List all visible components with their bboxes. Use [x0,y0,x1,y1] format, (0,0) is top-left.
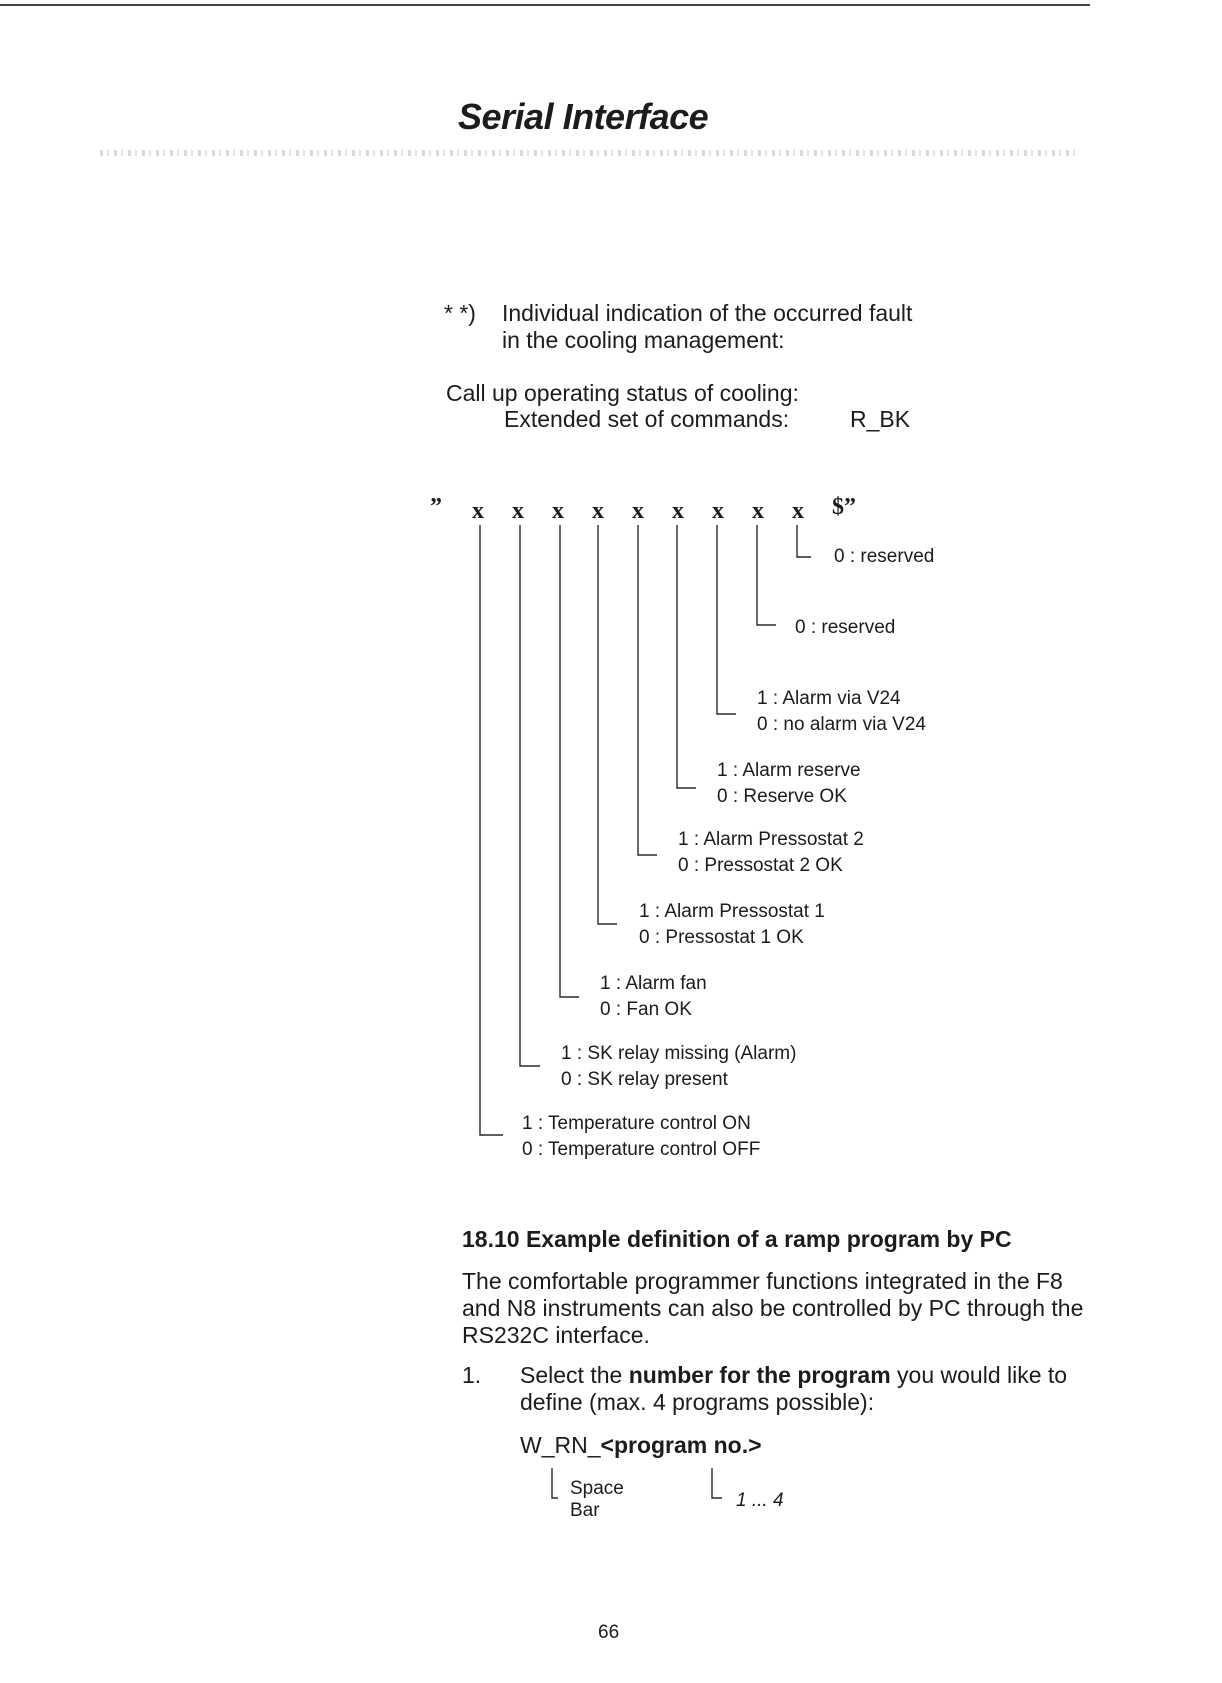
bit-desc-line: 1 : SK relay missing (Alarm) [561,1043,797,1064]
space-label-2: Bar [570,1500,600,1521]
bit-desc-line: 1 : Temperature control ON [522,1113,751,1134]
section-heading: 18.10 Example definition of a ramp program by PC [462,1226,1012,1252]
extended-commands-label: Extended set of commands: [504,406,790,432]
connector-bit-9 [797,525,811,557]
program-command [520,1432,762,1459]
bit-desc-line: 0 : Pressostat 1 OK [639,927,804,948]
step-text-post: you would like to define (max. 4 programs possible): [520,1362,1068,1415]
page-number: 66 [598,1622,620,1643]
connector-bit-1 [480,525,503,1135]
range-label: 1 ... 4 [736,1490,784,1511]
bracket-space [552,1468,558,1498]
bit-desc-line: 0 : SK relay present [561,1069,728,1090]
step-text [520,1362,1110,1416]
bit-desc-line: 0 : reserved [834,546,935,567]
bit-char: x [632,498,644,524]
bit-char: x [472,498,484,524]
bit-desc-line: 0 : Reserve OK [717,786,847,807]
call-up-line: Call up operating status of cooling: [446,380,799,406]
bit-char: x [712,498,724,524]
terminator: $” [832,494,856,520]
bit-desc-line: 1 : Alarm via V24 [757,688,901,709]
bit-desc-line: 0 : Temperature control OFF [522,1139,761,1160]
bit-char: x [512,498,524,524]
command-code: R_BK [850,406,911,432]
bit-char: x [592,498,604,524]
bracket-range [712,1468,722,1498]
connector-bit-8 [757,525,776,625]
footnote-marker: * *) [444,300,476,326]
connector-bit-3 [560,525,579,997]
bit-desc-line: 0 : no alarm via V24 [757,714,926,735]
step-number: 1. [462,1362,482,1388]
bit-desc-line: 1 : Alarm reserve [717,760,861,781]
connector-bit-6 [677,525,696,788]
bit-desc-line: 1 : Alarm Pressostat 1 [639,901,825,922]
connector-bit-2 [520,525,540,1066]
connector-bit-5 [638,525,657,855]
bit-char: x [792,498,804,524]
bit-char: x [752,498,764,524]
page-title: Serial Interface [458,96,709,137]
footnote-line-2: in the cooling management: [502,327,785,353]
section-paragraph: The comfortable programmer functions integrated in the F8 and N8 instruments can also be controlled by PC through the RS232C interface. [462,1268,1084,1348]
step-text-bold: number for the program [628,1362,891,1388]
bit-desc-line: 1 : Alarm Pressostat 2 [678,829,864,850]
bit-desc-line: 0 : Fan OK [600,999,692,1020]
connector-bit-4 [598,525,617,924]
footnote-line-1: Individual indication of the occurred fault [502,300,913,326]
space-label-1: Space [570,1478,624,1499]
bit-desc-line: 1 : Alarm fan [600,973,707,994]
step-text-pre: Select the [520,1362,629,1388]
bit-desc-line: 0 : Pressostat 2 OK [678,855,843,876]
bit-desc-line: 0 : reserved [795,617,896,638]
open-quote: ” [430,494,442,520]
command-plain: W_RN_ [520,1432,601,1458]
command-bold: <program no.> [600,1432,762,1458]
connector-bit-7 [717,525,736,714]
bit-char: x [552,498,564,524]
bit-char: x [672,498,684,524]
